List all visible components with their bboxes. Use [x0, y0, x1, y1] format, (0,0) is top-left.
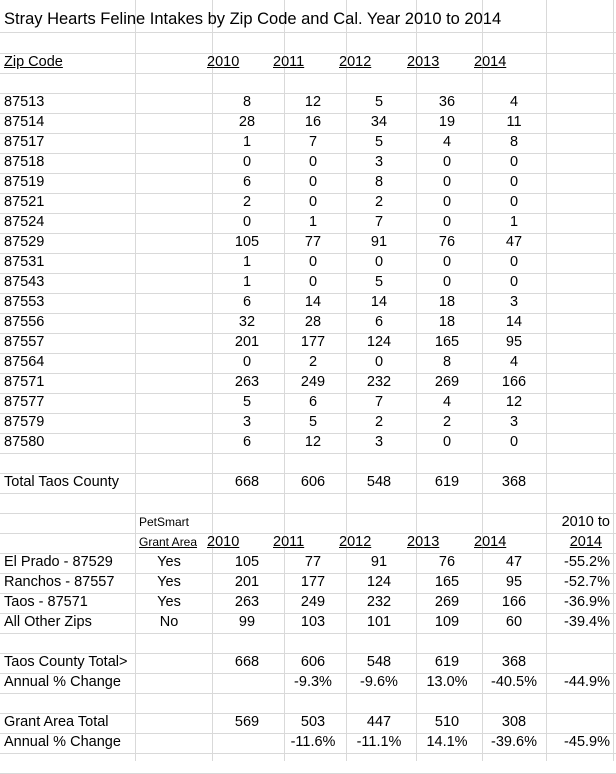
intake-value: 18 [438, 294, 456, 310]
grant-total-value: 503 [300, 714, 326, 730]
grant-total-value: 569 [234, 714, 260, 730]
intake-value: 269 [434, 374, 460, 390]
intake-value: 18 [438, 314, 456, 330]
intake-value: 12 [304, 94, 322, 110]
zip-code: 87514 [4, 114, 45, 130]
intake-value: 14 [370, 294, 388, 310]
intake-value: 1 [509, 214, 519, 230]
taos-total-value: 548 [366, 654, 392, 670]
gridline [0, 633, 616, 634]
zip-code: 87580 [4, 434, 45, 450]
zip-code: 87529 [4, 234, 45, 250]
intake-value: 0 [308, 254, 318, 270]
annual-change: -39.6% [491, 734, 537, 750]
intake-value: 101 [366, 614, 392, 630]
zip-code: 87553 [4, 294, 45, 310]
intake-value: 2 [442, 414, 452, 430]
intake-value: 166 [501, 374, 527, 390]
year-header: 2012 [339, 534, 372, 550]
intake-value: 91 [370, 234, 388, 250]
range-header-top: 2010 to [561, 514, 610, 530]
intake-value: 103 [300, 614, 326, 630]
intake-value: 0 [308, 154, 318, 170]
intake-value: 232 [366, 594, 392, 610]
intake-value: 8 [442, 354, 452, 370]
taos-total-value: 606 [300, 654, 326, 670]
intake-value: 6 [242, 174, 252, 190]
zip-code: 87579 [4, 414, 45, 430]
annual-change: -9.3% [294, 674, 332, 690]
intake-value: 5 [374, 94, 384, 110]
zip-code: 87556 [4, 314, 45, 330]
range-header-bottom: 2014 [569, 534, 602, 550]
intake-value: 32 [238, 314, 256, 330]
intake-value: 60 [505, 614, 523, 630]
intake-value: 4 [509, 94, 519, 110]
gridline [0, 693, 616, 694]
zip-code: 87519 [4, 174, 45, 190]
taos-total-value: 619 [434, 654, 460, 670]
intake-value: 2 [308, 354, 318, 370]
intake-value: 77 [304, 554, 322, 570]
gridline [0, 73, 616, 74]
intake-value: 105 [234, 234, 260, 250]
zip-code: 87571 [4, 374, 45, 390]
intake-value: 0 [374, 354, 384, 370]
total-value: 619 [434, 474, 460, 490]
taos-total-label: Taos County Total> [4, 654, 128, 670]
zip-code: 87518 [4, 154, 45, 170]
total-label: Total Taos County [4, 474, 119, 490]
intake-value: 0 [509, 194, 519, 210]
taos-change-label: Annual % Change [4, 674, 121, 690]
intake-value: 0 [442, 434, 452, 450]
year-header: 2013 [407, 534, 440, 550]
grant-change-label: Annual % Change [4, 734, 121, 750]
grant-total-value: 510 [434, 714, 460, 730]
gridline [0, 493, 616, 494]
annual-change: -40.5% [491, 674, 537, 690]
total-value: 368 [501, 474, 527, 490]
intake-value: 12 [304, 434, 322, 450]
intake-value: 8 [374, 174, 384, 190]
intake-value: 3 [509, 414, 519, 430]
year-header: 2013 [407, 54, 440, 70]
zip-code: 87557 [4, 334, 45, 350]
zip-code: 87543 [4, 274, 45, 290]
intake-value: 201 [234, 574, 260, 590]
grant-total-value: 447 [366, 714, 392, 730]
intake-value: 2 [374, 194, 384, 210]
area-label: Taos - 87571 [4, 594, 88, 610]
intake-value: 36 [438, 94, 456, 110]
year-header: 2012 [339, 54, 372, 70]
intake-value: 249 [300, 374, 326, 390]
intake-value: 76 [438, 234, 456, 250]
year-header: 2010 [207, 534, 240, 550]
intake-value: 28 [238, 114, 256, 130]
grant-flag: Yes [157, 554, 181, 570]
sheet-title: Stray Hearts Feline Intakes by Zip Code and Cal. Year 2010 to 2014 [4, 10, 502, 28]
intake-value: 0 [242, 214, 252, 230]
intake-value: 8 [242, 94, 252, 110]
annual-change: -11.6% [290, 734, 336, 750]
intake-value: 1 [242, 274, 252, 290]
total-value: 668 [234, 474, 260, 490]
percent-change: -39.4% [564, 614, 610, 630]
intake-value: 12 [505, 394, 523, 410]
intake-value: 0 [509, 154, 519, 170]
zip-code: 87513 [4, 94, 45, 110]
intake-value: 3 [509, 294, 519, 310]
intake-value: 5 [242, 394, 252, 410]
intake-value: 2 [374, 414, 384, 430]
gridline [0, 513, 616, 514]
intake-value: 3 [374, 154, 384, 170]
year-header: 2014 [474, 54, 507, 70]
intake-value: 201 [234, 334, 260, 350]
intake-value: 4 [442, 394, 452, 410]
overall-change: -44.9% [564, 674, 610, 690]
intake-value: 0 [442, 274, 452, 290]
intake-value: 249 [300, 594, 326, 610]
intake-value: 1 [308, 214, 318, 230]
intake-value: 5 [374, 134, 384, 150]
zip-code: 87577 [4, 394, 45, 410]
intake-value: 7 [374, 394, 384, 410]
percent-change: -52.7% [564, 574, 610, 590]
intake-value: 0 [242, 154, 252, 170]
year-header: 2014 [474, 534, 507, 550]
intake-value: 6 [374, 314, 384, 330]
intake-value: 14 [505, 314, 523, 330]
zip-code: 87521 [4, 194, 45, 210]
zip-code: 87531 [4, 254, 45, 270]
intake-value: 34 [370, 114, 388, 130]
intake-value: 6 [308, 394, 318, 410]
intake-value: 0 [308, 274, 318, 290]
intake-value: 0 [308, 194, 318, 210]
intake-value: 7 [308, 134, 318, 150]
intake-value: 95 [505, 334, 523, 350]
intake-value: 19 [438, 114, 456, 130]
intake-value: 177 [300, 334, 326, 350]
grant-total-label: Grant Area Total [4, 714, 109, 730]
intake-value: 77 [304, 234, 322, 250]
annual-change: -9.6% [360, 674, 398, 690]
taos-total-value: 368 [501, 654, 527, 670]
intake-value: 0 [442, 154, 452, 170]
taos-total-value: 668 [234, 654, 260, 670]
intake-value: 3 [242, 414, 252, 430]
area-label: All Other Zips [4, 614, 92, 630]
intake-value: 4 [509, 354, 519, 370]
intake-value: 177 [300, 574, 326, 590]
intake-value: 16 [304, 114, 322, 130]
intake-value: 105 [234, 554, 260, 570]
intake-value: 5 [374, 274, 384, 290]
intake-value: 0 [374, 254, 384, 270]
intake-value: 3 [374, 434, 384, 450]
intake-value: 0 [442, 174, 452, 190]
intake-value: 47 [505, 554, 523, 570]
gridline [0, 753, 616, 754]
gridline [0, 453, 616, 454]
intake-value: 11 [506, 114, 522, 130]
zip-code: 87517 [4, 134, 45, 150]
intake-value: 0 [509, 434, 519, 450]
zip-code: 87524 [4, 214, 45, 230]
year-header: 2011 [273, 54, 305, 70]
overall-change: -45.9% [564, 734, 610, 750]
intake-value: 6 [242, 294, 252, 310]
intake-value: 2 [242, 194, 252, 210]
year-header: 2010 [207, 54, 240, 70]
intake-value: 7 [374, 214, 384, 230]
intake-value: 0 [442, 214, 452, 230]
intake-value: 166 [501, 594, 527, 610]
total-value: 548 [366, 474, 392, 490]
intake-value: 28 [304, 314, 322, 330]
grant-total-value: 308 [501, 714, 527, 730]
intake-value: 8 [509, 134, 519, 150]
intake-value: 269 [434, 594, 460, 610]
intake-value: 1 [242, 134, 252, 150]
intake-value: 0 [308, 174, 318, 190]
intake-value: 165 [434, 574, 460, 590]
annual-change: 14.1% [426, 734, 468, 750]
intake-value: 0 [509, 174, 519, 190]
grant-flag: Yes [157, 574, 181, 590]
gridline [135, 0, 136, 761]
year-header: 2011 [273, 534, 305, 550]
grant-flag: Yes [157, 594, 181, 610]
intake-value: 4 [442, 134, 452, 150]
intake-value: 109 [434, 614, 460, 630]
intake-value: 6 [242, 434, 252, 450]
intake-value: 124 [366, 574, 392, 590]
intake-value: 263 [234, 374, 260, 390]
gridline [613, 0, 614, 761]
annual-change: 13.0% [426, 674, 468, 690]
zip-code: 87564 [4, 354, 45, 370]
area-label: El Prado - 87529 [4, 554, 113, 570]
intake-value: 14 [304, 294, 322, 310]
intake-value: 124 [366, 334, 392, 350]
intake-value: 0 [442, 254, 452, 270]
intake-value: 0 [509, 274, 519, 290]
grant-flag: No [159, 614, 179, 630]
intake-value: 91 [370, 554, 388, 570]
annual-change: -11.1% [356, 734, 402, 750]
intake-value: 99 [238, 614, 256, 630]
intake-value: 95 [505, 574, 523, 590]
intake-value: 263 [234, 594, 260, 610]
grant-area-header: Grant Area [139, 535, 198, 549]
intake-value: 76 [438, 554, 456, 570]
intake-value: 0 [442, 194, 452, 210]
percent-change: -36.9% [564, 594, 610, 610]
intake-value: 0 [509, 254, 519, 270]
intake-value: 165 [434, 334, 460, 350]
percent-change: -55.2% [564, 554, 610, 570]
intake-value: 5 [308, 414, 318, 430]
zip-code-header: Zip Code [4, 54, 63, 70]
intake-value: 1 [242, 254, 252, 270]
total-value: 606 [300, 474, 326, 490]
intake-value: 47 [505, 234, 523, 250]
petsmart-label: PetSmart [139, 515, 190, 529]
area-label: Ranchos - 87557 [4, 574, 115, 590]
intake-value: 0 [242, 354, 252, 370]
intake-value: 232 [366, 374, 392, 390]
